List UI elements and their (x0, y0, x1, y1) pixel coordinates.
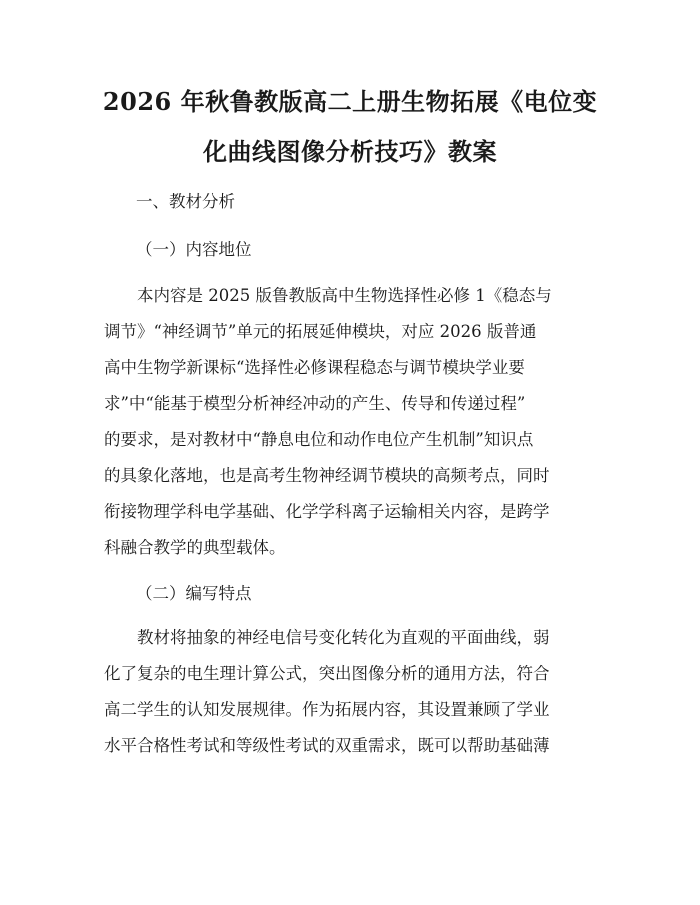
paragraph-line: 教材将抽象的神经电信号变化转化为直观的平面曲线，弱 (137, 628, 550, 647)
subsection-heading-content-position: （一）内容地位 (136, 240, 252, 259)
document-title-line-2: 化曲线图像分析技巧》教案 (203, 137, 497, 166)
paragraph-line: 衔接物理学科电学基础、化学学科离子运输相关内容，是跨学 (104, 502, 550, 521)
paragraph-line: 调节》“神经调节”单元的拓展延伸模块，对应 2026 版普通 (104, 322, 537, 341)
document-title-line-1: 2026 年秋鲁教版高二上册生物拓展《电位变 (102, 87, 598, 116)
section-heading-textbook-analysis: 一、教材分析 (136, 192, 235, 211)
paragraph-line: 水平合格性考试和等级性考试的双重需求，既可以帮助基础薄 (104, 736, 550, 755)
paragraph-content-position (104, 284, 604, 572)
paragraph-writing-features (104, 626, 604, 770)
paragraph-line: 高中生物学新课标“选择性必修课程稳态与调节模块学业要 (104, 358, 525, 377)
paragraph-line: 求”中“能基于模型分析神经冲动的产生、传导和传递过程” (104, 394, 526, 413)
subsection-heading-writing-features: （二）编写特点 (136, 584, 252, 603)
paragraph-line: 的要求，是对教材中“静息电位和动作电位产生机制”知识点 (104, 430, 534, 449)
paragraph-line: 科融合教学的典型载体。 (104, 538, 286, 557)
paragraph-line: 的具象化落地，也是高考生物神经调节模块的高频考点，同时 (104, 466, 550, 485)
paragraph-line: 本内容是 2025 版鲁教版高中生物选择性必修 1《稳态与 (137, 286, 552, 305)
paragraph-line: 化了复杂的电生理计算公式，突出图像分析的通用方法，符合 (104, 664, 550, 683)
paragraph-line: 高二学生的认知发展规律。作为拓展内容，其设置兼顾了学业 (104, 700, 550, 719)
